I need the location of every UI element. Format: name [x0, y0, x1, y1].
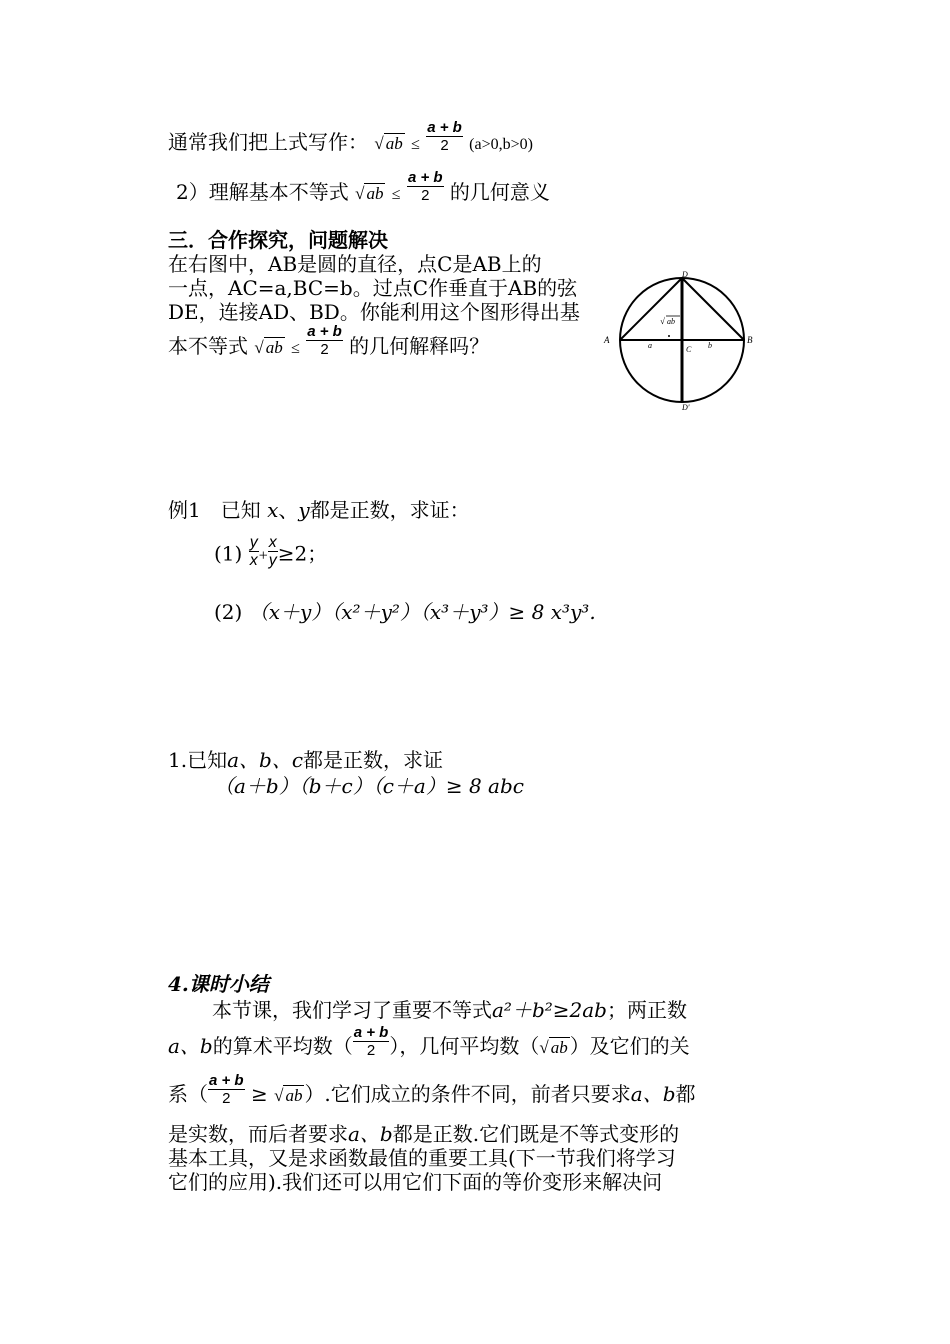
label-sqrt-ab: ab	[667, 317, 675, 326]
summary-title: 4.课时小结	[168, 972, 269, 996]
summary-line5: 基本工具，又是求函数最值的重要工具(下一节我们将学习	[168, 1146, 676, 1170]
fraction-y-over-x: $\frac{y}{x}$	[249, 534, 258, 569]
exercise1-line1: 1.已知a、b、c都是正数，求证	[168, 748, 444, 772]
sqrt-ab: √ ab	[254, 338, 283, 357]
example1-part2: (2) （x＋y）（x²＋y²）（x³＋y³）≥ 8 x³y³.	[214, 600, 596, 624]
summary-line4: 是实数，而后者要求a、b都是正数.它们既是不等式变形的	[168, 1122, 680, 1146]
intro-text: 通常我们把上式写作：	[168, 130, 368, 154]
fraction-x-over-y: $\frac{x}{y}$	[268, 534, 277, 569]
leq-sign: ≤	[391, 186, 401, 203]
dot	[668, 335, 670, 337]
section3-line4: 本不等式 √ ab ≤ $\frac{a + b}{2}$ 的几何解释吗？	[168, 322, 490, 358]
fraction-a-plus-b-over-2: $\frac{a + b}{2}$	[209, 1071, 244, 1107]
section3-title: 三．合作探究，问题解决	[168, 228, 388, 252]
item2-line	[176, 168, 550, 207]
label-A: A	[604, 335, 610, 345]
example1-part1: (1) $\frac{y}{x}$ + $\frac{x}{y}$ ≥2；	[214, 534, 328, 569]
item2-prefix: 2）理解基本不等式	[176, 180, 349, 204]
radical-sign: √	[660, 316, 665, 326]
summary-line6: 它们的应用).我们还可以用它们下面的等价变形来解决问	[168, 1170, 663, 1194]
sqrt-ab: √ ab	[374, 134, 403, 153]
fraction-a-plus-b-over-2: $\frac{a + b}{2}$	[427, 118, 462, 154]
summary-line1: 本节课，我们学习了重要不等式a²＋b²≥2ab；两正数	[212, 998, 687, 1022]
label-D-prime: D'	[682, 403, 690, 412]
example1-title: 例1 已知 x、y都是正数，求证：	[168, 498, 470, 522]
label-B: B	[747, 335, 753, 345]
label-D: D	[682, 270, 688, 279]
sqrt-ab: √ ab	[539, 1038, 568, 1057]
label-b: b	[708, 341, 712, 350]
exercise1-line2: （a＋b）（b＋c）（c＋a）≥ 8 abc	[214, 774, 524, 798]
sqrt-ab: √ ab	[274, 1086, 303, 1105]
sqrt-ab: √ ab	[355, 184, 384, 203]
condition: (a>0,b>0)	[469, 136, 533, 153]
leq-sign: ≤	[411, 136, 420, 153]
label-a: a	[648, 341, 652, 350]
intro-line	[168, 118, 533, 157]
summary-line2: a、b的算术平均数（ $\frac{a + b}{2}$ ），几何平均数（√ ab ）及它们的关	[168, 1023, 690, 1059]
section3-line1: 在右图中，AB是圆的直径，点C是AB上的	[168, 252, 542, 276]
section3-line3: DE，连接AD、BD。你能利用这个图形得出基	[168, 300, 580, 324]
fraction-a-plus-b-over-2: $\frac{a + b}{2}$	[353, 1023, 389, 1059]
summary-line3: 系（ $\frac{a + b}{2}$ ≥ √ ab ）.它们成立的条件不同，前者只要求a、b都	[168, 1071, 696, 1107]
fraction-a-plus-b-over-2: $\frac{a + b}{2}$	[407, 168, 443, 204]
circle-diagram	[598, 264, 758, 414]
fraction-a-plus-b-over-2: $\frac{a + b}{2}$	[307, 322, 342, 358]
section3-line2: 一点，AC=a,BC=b。过点C作垂直于AB的弦	[168, 276, 578, 300]
item2-suffix: 的几何意义	[449, 180, 550, 204]
label-C: C	[686, 345, 692, 354]
